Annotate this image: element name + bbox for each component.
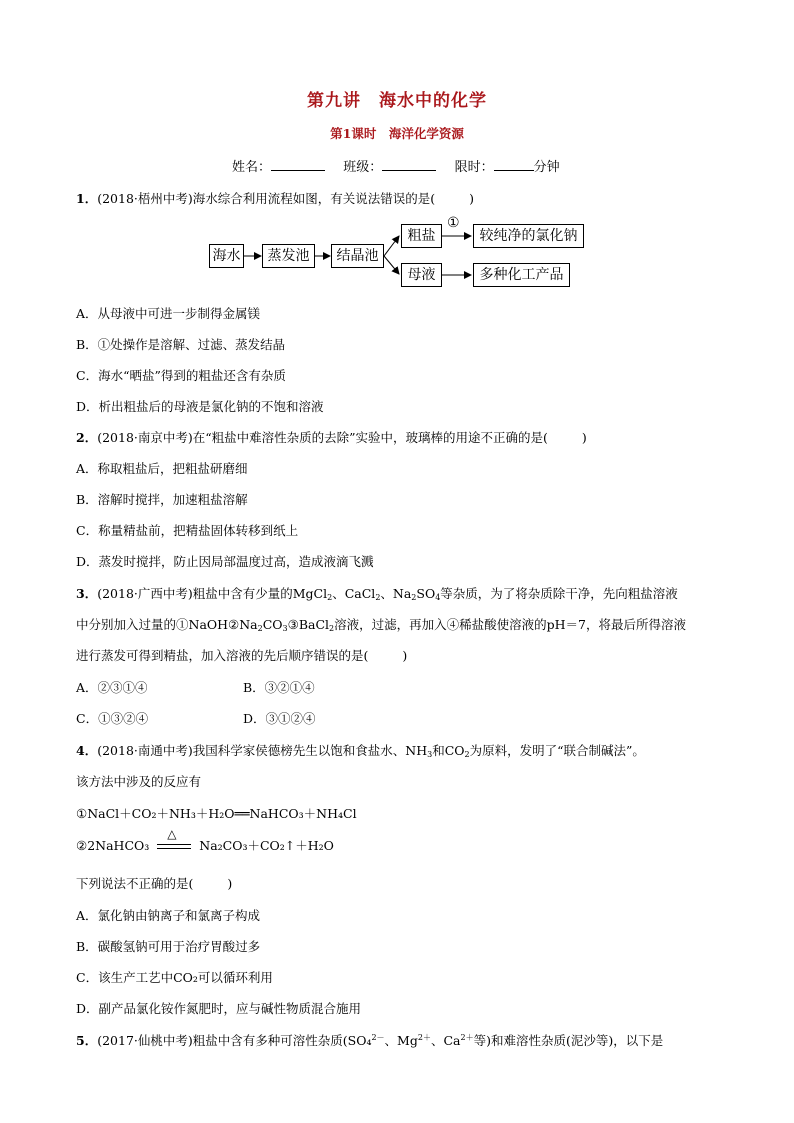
- q5-number: 5．: [76, 1033, 98, 1048]
- q4-text-part: 我国科学家侯德榜先生以饱和食盐水、NH: [192, 743, 428, 758]
- q3-stem-line1: 3．(2018·广西中考)粗盐中含有少量的MgCl$_2$、CaCl$_2$、$Na_2SO_4$等杂质，为了将杂质除干净，先向粗盐溶液: [76, 586, 678, 602]
- q5-text-part: 等)和难溶性杂质(泥沙等)，以下是: [473, 1033, 664, 1048]
- q1-paren-close: ): [469, 191, 475, 206]
- flow-box-crystallization-pond: 结晶池: [331, 244, 384, 268]
- q2-source: (2018·南京中考): [97, 430, 193, 445]
- q4-text-part: 和CO: [432, 743, 465, 758]
- q5-stem: [76, 1031, 663, 1049]
- q4-option-d[interactable]: D．副产品氯化铵作氮肥时，应与碱性物质混合施用: [76, 1001, 362, 1016]
- q2-option-c[interactable]: C．称量精盐前，把精盐固体转移到纸上: [76, 523, 299, 538]
- q3-option-b[interactable]: B．③②①④: [243, 680, 315, 695]
- q4-number: 4．: [76, 743, 98, 758]
- q4-reaction-1: ①NaCl＋CO₂＋NH₃＋H₂O══NaHCO₃＋NH₄Cl: [76, 806, 357, 821]
- q3-stem-line3: [76, 646, 407, 664]
- q3-text-part: 、Na: [380, 586, 412, 601]
- flow-box-pure-nacl: 较纯净的氯化钠: [473, 224, 584, 248]
- q1-source: (2018·梧州中考): [97, 191, 193, 206]
- q1-option-c[interactable]: C．海水“晒盐”得到的粗盐还含有杂质: [76, 368, 286, 383]
- q3-text-part: CO: [262, 617, 283, 632]
- q4-ask-text: 下列说法不正确的是(: [76, 876, 194, 891]
- flow-arrows: [0, 0, 794, 300]
- q5-charge: 2＋: [417, 1033, 431, 1042]
- q3-text-part: 中分别加入过量的①NaOH②Na: [76, 617, 258, 632]
- q5-text-part: 粗盐中含有多种可溶性杂质(SO₄: [192, 1033, 372, 1048]
- q4-source: (2018·南通中考): [97, 743, 193, 758]
- q4-option-c[interactable]: C．该生产工艺中CO₂可以循环利用: [76, 970, 273, 985]
- arrow-crystal-crude: [384, 236, 399, 256]
- reaction2-reactant: ②2NaHCO₃: [76, 838, 150, 853]
- flow-box-mother-liquor: 母液: [401, 263, 442, 287]
- q5-charge: 2－: [371, 1033, 385, 1042]
- q3-number: 3．: [76, 586, 98, 601]
- arrow-crystal-mother: [384, 256, 399, 274]
- q3-source: (2018·广西中考): [97, 586, 193, 601]
- heat-condition-equals: [157, 826, 191, 854]
- q1-option-a[interactable]: A．从母液中可进一步制得金属镁: [76, 306, 261, 321]
- reaction2-products: Na₂CO₃＋CO₂↑＋H₂O: [199, 838, 334, 853]
- q4-reaction-2: [76, 826, 334, 854]
- q4-paren-close: ): [227, 876, 233, 891]
- q1-number: 1．: [76, 191, 98, 206]
- q2-option-b[interactable]: B．溶解时搅拌，加速粗盐溶解: [76, 492, 248, 507]
- q4-stem-line2: 该方法中涉及的反应有: [76, 774, 202, 789]
- flow-box-seawater: 海水: [209, 244, 244, 268]
- q2-paren-close: ): [581, 430, 587, 445]
- q1-option-d[interactable]: D．析出粗盐后的母液是氯化钠的不饱和溶液: [76, 399, 324, 414]
- q3-text-part: 等杂质，为了将杂质除干净，先向粗盐溶液: [440, 586, 678, 601]
- heat-symbol: △: [167, 826, 177, 841]
- class-label: 班级：: [343, 160, 383, 175]
- q2-option-a[interactable]: A．称取粗盐后，把粗盐研磨细: [76, 461, 248, 476]
- page-title: 第九讲 海水中的化学: [307, 91, 487, 111]
- time-label: 限时：: [454, 160, 494, 175]
- name-label: 姓名：: [232, 160, 272, 175]
- q3-option-c[interactable]: C．①③②④: [76, 711, 149, 726]
- q2-stem-text: 在“粗盐中难溶性杂质的去除”实验中，玻璃棒的用途不正确的是(: [192, 430, 548, 445]
- q3-paren-close: ): [402, 648, 408, 663]
- q4-text-part: 为原料，发明了“联合制碱法”。: [469, 743, 645, 758]
- flow-box-evaporation-pond: 蒸发池: [262, 244, 315, 268]
- q3-option-d[interactable]: D．③①②④: [243, 711, 316, 726]
- q3-text-part: 、CaCl: [332, 586, 376, 601]
- q5-source: (2017·仙桃中考): [97, 1033, 193, 1048]
- q3-option-a[interactable]: A．②③①④: [76, 680, 148, 695]
- lesson-subtitle: 第1课时 海洋化学资源: [330, 126, 464, 141]
- q3-text-part: 进行蒸发可得到精盐，加入溶液的先后顺序错误的是(: [76, 648, 369, 663]
- q3-text-part: ③BaCl: [287, 617, 330, 632]
- q3-text-part: SO: [416, 586, 436, 601]
- q2-option-d[interactable]: D．蒸发时搅拌，防止因局部温度过高，造成液滴飞溅: [76, 554, 374, 569]
- q5-text-part: 、Ca: [430, 1033, 461, 1048]
- q4-option-b[interactable]: B．碳酸氢钠可用于治疗胃酸过多: [76, 939, 261, 954]
- q5-charge: 2＋: [460, 1033, 474, 1042]
- q3-text-part: 溶液，过滤，再加入④稀盐酸使溶液的pH＝7，将最后所得溶液: [334, 617, 686, 632]
- q2-stem: [76, 428, 587, 446]
- time-unit: 分钟: [533, 160, 560, 175]
- q3-stem-line2: 中分别加入过量的$①NaOH②Na_2CO_3③BaCl_2$溶液，过滤，再加入④稀盐酸使溶液的pH＝7，将最后所得溶液: [76, 617, 686, 633]
- flow-box-chemical-products: 多种化工产品: [473, 263, 570, 287]
- flow-step-label: ①: [447, 215, 460, 231]
- q4-ask: [76, 874, 232, 892]
- q1-option-b[interactable]: B．①处操作是溶解、过滤、蒸发结晶: [76, 337, 286, 352]
- q4-option-a[interactable]: A．氯化钠由钠离子和氯离子构成: [76, 908, 261, 923]
- q3-text-part: 粗盐中含有少量的MgCl: [192, 586, 328, 601]
- q5-text-part: 、Mg: [384, 1033, 418, 1048]
- flow-box-crude-salt: 粗盐: [401, 224, 442, 248]
- q1-stem-text: 海水综合利用流程如图，有关说法错误的是(: [192, 191, 436, 206]
- q4-stem-line1: 4．(2018·南通中考)我国科学家侯德榜先生以饱和食盐水、$NH_3$和$CO_2$为原料，发明了“联合制碱法”。: [76, 743, 645, 759]
- q2-number: 2．: [76, 430, 98, 445]
